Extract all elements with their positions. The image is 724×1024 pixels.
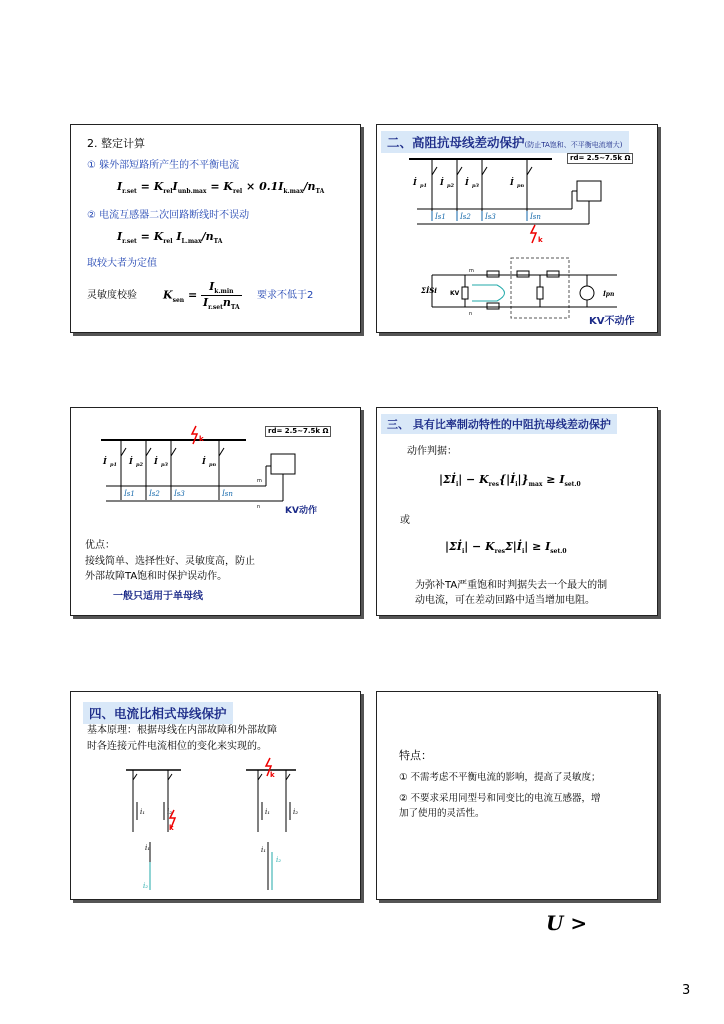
svg-text:KV: KV [450,290,460,297]
slide1-choose: 取较大者为定值 [87,258,157,269]
slide-high-impedance [376,124,658,333]
slide5-principle1: 基本原理：根据母线在内部故障和外部故障 [87,725,277,736]
svg-text:p1: p1 [420,183,427,189]
svg-text:i₁: i₁ [140,808,146,816]
svg-text:İ: İ [129,456,133,466]
slide-features [376,691,658,900]
svg-text:i₁: i₁ [265,808,271,816]
svg-text:n: n [469,311,473,317]
svg-text:İs2: İs2 [149,490,160,498]
svg-text:p3: p3 [472,183,479,189]
svg-text:İ: İ [413,177,417,187]
slide4-note2: 动电流，可在差动回路中适当增加电阻。 [415,595,595,606]
svg-text:i₂: i₂ [276,856,282,864]
slide5-fault-k-internal: k [270,771,275,779]
slide6-feature2b: 加了使用的灵活性。 [399,808,485,819]
svg-text:İpn: İpn [603,291,615,298]
slide-setting-calculation [70,124,361,333]
svg-text:İs1: İs1 [435,213,446,221]
slide5-fault-k-external: k [169,824,174,832]
svg-text:i₂: i₂ [167,808,173,816]
slide6-feature2a: ② 不要求采用同型号和同变比的电流互感器，增 [399,793,601,804]
slide6-feature1: ① 不需考虑不平衡电流的影响，提高了灵敏度； [399,772,601,783]
slide-kv-operates [70,407,361,616]
slide2-fault-k: k [538,236,543,244]
svg-text:İ: İ [440,177,444,187]
slide3-adv-title: 优点： [85,540,115,551]
formula-open-circuit: $I_{r.set} = K_{rel}$ $I_{L.max}/n_{TA}$ [117,230,223,246]
slide1-item2: ② 电流互感器二次回路断线时不误动 [87,210,250,221]
svg-text:i₂: i₂ [143,882,149,890]
svg-text:m: m [469,268,474,274]
slide3-fault-k: k [199,435,204,443]
formula-criterion-2: $|\Sigma İ_i|$ − $K_{res}\Sigma|İ_i| \ge I_{set.0}$ [445,540,567,556]
svg-text:İs3: İs3 [174,490,185,498]
slide3-adv-line1: 接线简单、选择性好、灵敏度高，防止 [85,556,255,567]
slide2-title: 二、高阻抗母线差动保护(防止TA饱和、不平衡电流增大) [381,131,629,153]
slide1-sens-req: 要求不低于2 [257,290,314,301]
svg-text:pn: pn [209,462,217,468]
slide5-title: 四、电流比相式母线保护 [83,702,233,724]
svg-text:İ: İ [465,177,469,187]
slide3-only-single-bus: 一般只适用于单母线 [113,591,203,602]
slide4-or: 或 [400,515,410,526]
svg-text:i₂: i₂ [293,808,299,816]
svg-text:İ: İ [103,456,107,466]
svg-text:p1: p1 [110,462,117,468]
slide4-note1: 为弥补TA严重饱和时判据失去一个最大的制 [415,580,608,591]
svg-text:İ: İ [202,456,206,466]
slide-ratio-restraint [376,407,658,616]
slide3-rd-label: rd= 2.5~7.5k Ω [265,426,331,437]
slide-phase-comparison [70,691,361,900]
page-number: 3 [682,983,691,998]
slide3-kv-status: KV动作 [285,506,317,516]
slide1-heading: 2. 整定计算 [87,137,145,150]
slide5-principle2: 时各连接元件电流相位的变化来实现的。 [87,741,267,752]
svg-text:İsn: İsn [530,213,541,221]
formula-unbalance: $I_{r.set} = K_{rel}I_{unb.max} = K_{rel} \times 0.1I_{k.max}/n_{TA}$ [117,180,325,196]
svg-text:n: n [257,504,261,510]
svg-text:İs2: İs2 [460,213,471,221]
svg-text:İs3: İs3 [485,213,496,221]
slide1-item1: ① 躲外部短路所产生的不平衡电流 [87,160,240,171]
slide1-sens-label: 灵敏度校验 [87,290,137,301]
svg-text:p2: p2 [447,183,454,189]
svg-text:İ: İ [510,177,514,187]
footer-symbol: U > [546,911,588,935]
svg-text:p3: p3 [161,462,168,468]
formula-criterion-1: $|\Sigma İ_i|$ − $K_{res}\{|İ_i|\}_{max} \ge I_{set.0}$ [439,473,581,489]
phase-comparison-diagram [71,692,360,899]
slide3-adv-line2: 外部故障TA饱和时保护误动作。 [85,571,228,582]
slide4-criterion: 动作判据： [407,446,457,457]
svg-text:pn: pn [517,183,525,189]
svg-text:İ: İ [154,456,158,466]
svg-text:İsn: İsn [222,490,233,498]
svg-text:İs1: İs1 [124,490,135,498]
formula-sensitivity: $K_{sen}$ = $\frac{I_{k.min}}{I_{r.set}n_{TA}}$ [163,280,240,312]
svg-text:m: m [257,478,262,484]
slide4-title: 三、 具有比率制动特性的中阻抗母线差动保护 [381,414,617,434]
svg-text:i₁: i₁ [261,846,267,854]
slide2-kv-status: KV不动作 [589,316,635,327]
svg-text:ΣİSi: ΣİSi [421,286,437,295]
svg-text:i₁: i₁ [145,844,151,852]
slide6-features: 特点： [399,749,432,762]
svg-text:p2: p2 [136,462,143,468]
slide2-rd-label: rd= 2.5~7.5k Ω [567,153,633,164]
